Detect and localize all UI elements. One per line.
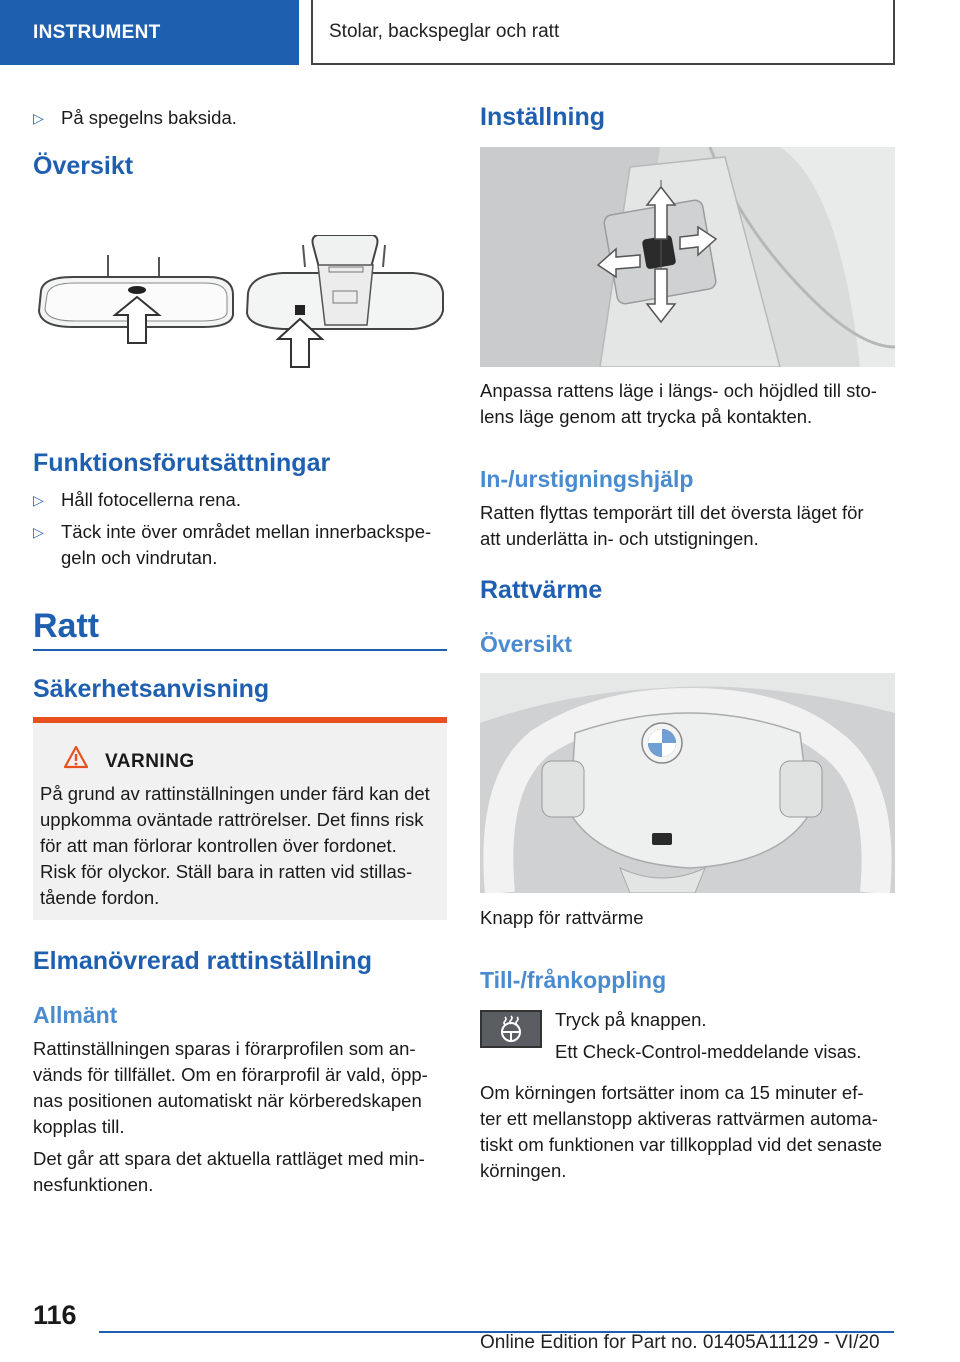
list-item-text: Håll fotocellerna rena. [61,489,241,510]
heading-funktionsforutsattningar: Funktionsförutsättningar [33,449,331,477]
triangle-right-icon: ▷ [33,492,44,508]
heading-oversikt-rattvarme: Översikt [480,631,573,657]
triangle-right-icon: ▷ [33,524,44,540]
warning-label: VARNING [105,751,195,772]
list-item-continuation: geln och vindrutan. [61,547,218,568]
instruction-line: Tryck på knappen. [555,1009,707,1030]
caption-line: lens läge genom att trycka på kontakten. [480,406,813,427]
heading-till-frankoppling: Till-/frånkoppling [480,967,667,993]
paragraph-line: körningen. [480,1160,567,1181]
paragraph-line: nas positionen automatiskt när körberedskapen [33,1090,422,1111]
paragraph-line: ter ett mellanstopp aktiveras rattvärmen automa- [480,1108,878,1129]
paragraph-line: Ratten flyttas temporärt till det översta läget för [480,502,864,523]
warning-line: för att man förlorar kontrollen över fordonet. [40,835,397,856]
page-header-title: Stolar, backspeglar och ratt [329,20,560,42]
steering-adjust-photo [480,147,895,367]
heading-elmanovrerad: Elmanövrerad rattinställning [33,947,372,975]
paragraph-line: tiskt om funktionen var tillkopplad vid det senaste [480,1134,883,1155]
caption-line: Anpassa rattens läge i längs- och höjdled till sto- [480,380,877,401]
list-item-text: På spegelns baksida. [61,107,237,128]
paragraph-line: Rattinställningen sparas i förarprofilen som an- [33,1038,416,1059]
warning-line: På grund av rattinställningen under färd kan det [40,783,430,804]
paragraph-line: Om körningen fortsätter inom ca 15 minuter ef- [480,1082,864,1103]
heading-allmant: Allmänt [33,1002,118,1028]
section-label: INSTRUMENT [33,21,161,43]
paragraph-line: Det går att spara det aktuella rattläget med min- [33,1148,425,1169]
chapter-divider [33,649,447,651]
heading-in-urstigningshjalp: In-/urstigningshjälp [480,466,694,492]
section-tab [0,0,299,65]
warning-line: Risk för olyckor. Ställ bara in ratten vid stillas- [40,861,413,882]
heading-installning: Inställning [480,103,605,131]
heading-rattvarme: Rattvärme [480,576,603,604]
warning-box [33,717,447,920]
paragraph-line: att underlätta in- och utstigningen. [480,528,759,549]
footer-edition: Online Edition for Part no. 01405A11129 - VI/20 [480,1332,880,1353]
warning-line: tående fordon. [40,887,160,908]
heading-sakerhetsanvisning: Säkerhetsanvisning [33,675,270,703]
triangle-right-icon: ▷ [33,110,44,126]
paragraph-line: nesfunktionen. [33,1174,154,1195]
instruction-line: Ett Check-Control-meddelande visas. [555,1041,862,1062]
paragraph-line: kopplas till. [33,1116,125,1137]
heat-button [480,1010,542,1048]
page-number: 116 [33,1300,77,1330]
list-item-text: Täck inte över området mellan innerbackspe- [61,521,432,542]
heading-oversikt: Översikt [33,152,134,180]
steering-heat-icon [496,1014,526,1044]
paragraph-line: vänds för tillfället. Om en förarprofil är vald, öpp- [33,1064,428,1085]
warning-triangle-icon [63,745,89,769]
warning-line: uppkomma oväntade rattrörelser. Det finns risk [40,809,424,830]
caption-rattvarme: Knapp för rattvärme [480,907,644,928]
page-header [311,0,895,65]
mirror-illustration [33,235,447,375]
chapter-title-ratt: Ratt [33,607,100,645]
steering-wheel-photo [480,673,895,893]
